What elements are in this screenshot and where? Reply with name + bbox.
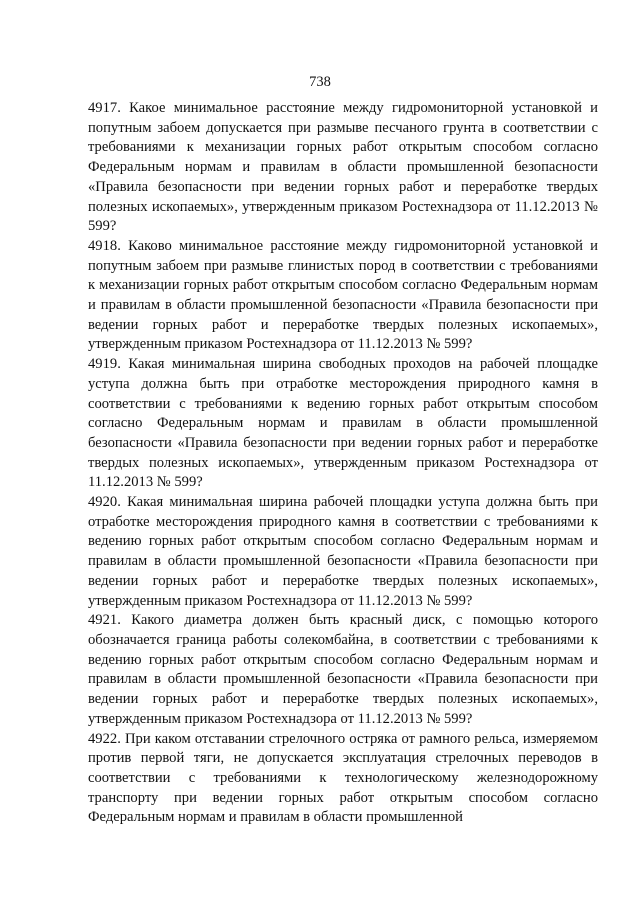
question-4917: 4917. Какое минимальное расстояние между гидромониторной установкой и попутным забоем допускается при размыве песчаного грунта в соответствии с требованиями к механизации горных работ открытым способом согласно Федеральным нормам и правилам в области промышленной безопасности «Правила безопасности при ведении горных работ и переработке твердых полезных ископаемых», утвержденным приказом Ростехнадзора от 11.12.2013 № 599? xyxy=(88,100,598,235)
question-4921: 4921. Какого диаметра должен быть красный диск, с помощью которого обозначается граница работы солекомбайна, в соответствии с требованиями к ведению горных работ открытым способом согласно Федеральным нормам и правилам в области промышленной безопасности «Правила безопасности при ведении горных работ и переработке твердых полезных ископаемых», утвержденным приказом Ростехнадзора от 11.12.2013 № 599? xyxy=(88,612,598,727)
question-4918: 4918. Каково минимальное расстояние между гидромониторной установкой и попутным забоем при размыве глинистых пород в соответствии с требованиями к механизации горных работ открытым способом согласно Федеральным нормам и правилам в области промышленной безопасности «Правила безопасности при ведении горных работ и переработке твердых полезных ископаемых», утвержденным приказом Ростехнадзора от 11.12.2013 № 599? xyxy=(88,237,598,353)
question-4922: 4922. При каком отставании стрелочного остряка от рамного рельса, измеряемом против первой тяги, не допускается эксплуатация стрелочных переводов в соответствии с требованиями к технологическому железнодорожному транспорту при ведении горных работ открытым способом согласно Федеральным нормам и правилам в области промышленной xyxy=(88,730,598,826)
question-4919: 4919. Какая минимальная ширина свободных проходов на рабочей площадке уступа должна быть при отработке месторождения природного камня в соответствии с требованиями к ведению горных работ открытым способом согласно Федеральным нормам и правилам в области промышленной безопасности «Правила безопасности при ведении горных работ и переработке твердых полезных ископаемых», утвержденным приказом Ростехнадзора от 11.12.2013 № 599? xyxy=(88,356,598,491)
question-4920: 4920. Какая минимальная ширина рабочей площадки уступа должна быть при отработке месторождения природного камня в соответствии с требованиями к ведению горных работ открытым способом согласно Федеральным нормам и правилам в области промышленной безопасности «Правила безопасности при ведении горных работ и переработке твердых полезных ископаемых», утвержденным приказом Ростехнадзора от 11.12.2013 № 599? xyxy=(88,494,598,609)
questions-list xyxy=(88,99,598,828)
page-number: 738 xyxy=(309,74,331,90)
